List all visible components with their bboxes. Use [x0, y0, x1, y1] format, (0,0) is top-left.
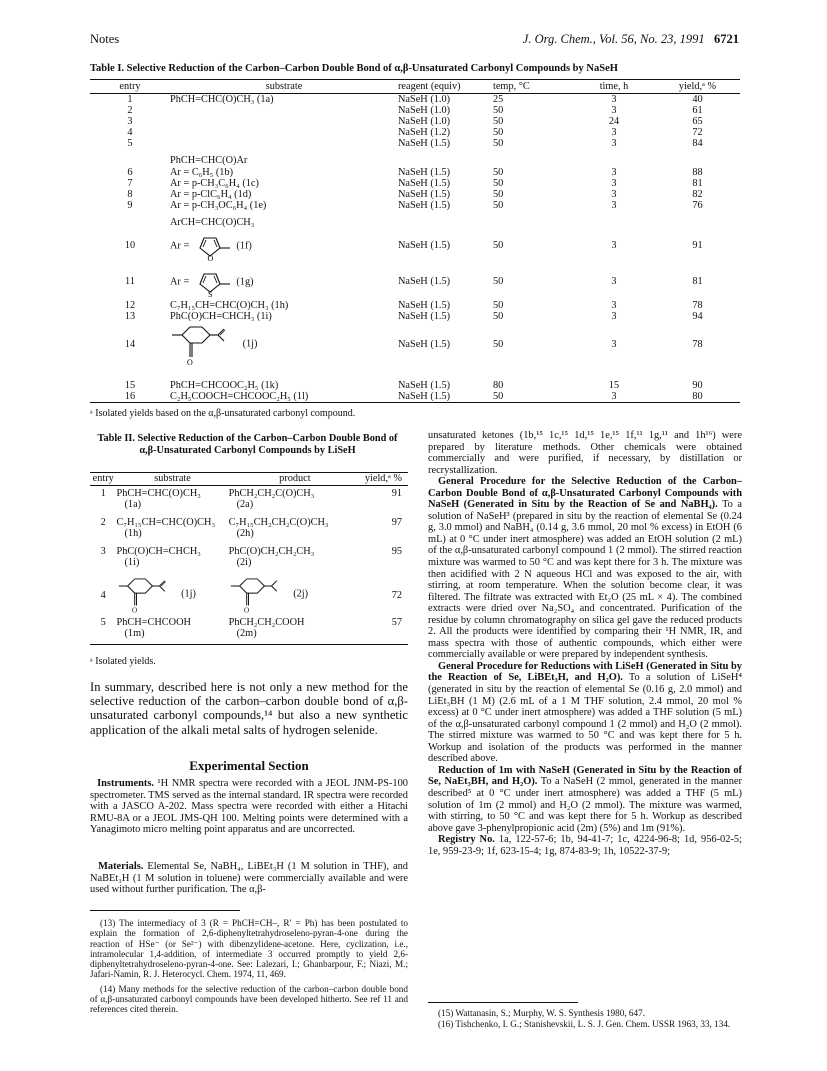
furan-ring-icon: [192, 231, 234, 261]
left-footnotes: [90, 918, 408, 1019]
cyclohexenone-structure-icon: [170, 323, 240, 365]
svg-text:O: O: [131, 606, 137, 613]
table-row: 3 PhC(O)CH=CHCH₃ (1i) PhC(O)CH₂CH₂CH₃ (2i) 95: [100, 546, 402, 568]
table-row: 16 C₂H₅COOCH=CHCOOC₂H₅ (1l) NaSeH (1.5) 50 3 80: [90, 391, 740, 403]
table2-col-entry: entry: [90, 473, 117, 486]
table2-caption: Table II. Selective Reduction of the Carbon–Carbon Double Bond of α,β-Unsaturated Carbonyl Compounds by LiSeH: [97, 433, 398, 456]
footnote-13: (13) The intermediacy of 3 (R = PhCH=CH–, R′ = Ph) has been postulated to explain the formation of 2,6-diphenyltetrahydroseleno-pyran-4-one during the reaction of HSe⁻ (or Se²⁻) with dibenzylidene-acetone. Here, cyclization, i.e., intramolecular 1,4-addition, of intermediate 3 occurred promptly to yield 2,6-diphenyltetrahydroseleno-pyran-4-one. See: Lalezari, I.; Ghanbarpour, F.; Niazi, M.; Jafari-Namin, R. J. Heterocycl. Chem. 1974, 11, 469.: [90, 918, 408, 980]
right-footnotes: [428, 1008, 742, 1031]
table-row: 2 C₇H₁₅CH=CHC(O)CH₃ (1h) C₇H₁₅CH₂CH₂C(O)CH₃ (2h) 97: [100, 517, 402, 539]
table-group-header: ArCH=CHC(O)CH₃: [170, 216, 255, 228]
footnote-14: (14) Many methods for the selective reduction of the carbon–carbon double bond of α,β-unsaturated carbonyl compounds have been developed hitherto. See ref 11 and references cited therein.: [90, 983, 408, 1015]
right-column: [428, 430, 742, 857]
footnote-16: (16) Tishchenko, I. G.; Stanishevskii, L. S. J. Gen. Chem. USSR 1963, 33, 134.: [438, 1019, 731, 1030]
table-row: 4 NaSeH (1.2) 50 3 72: [127, 127, 703, 139]
materials-paragraph: Materials. Elemental Se, NaBH₄, LiBEt₃H (1 M solution in THF), and NaBEt₃H (1 M solution in toluene) were commercially available and were used without further purification. The α,β-: [90, 861, 408, 896]
table1-col-time: time, h: [573, 81, 655, 94]
running-header-right: [523, 32, 739, 47]
svg-text:O: O: [207, 254, 214, 262]
table-row: 15 PhCH=CHCOOC₂H₅ (1k) NaSeH (1.5) 80 15 90: [124, 380, 703, 392]
table-row: 3 NaSeH (1.0) 50 24 65: [127, 116, 703, 128]
table-row: 13 PhC(O)CH=CHCH₃ (1i) NaSeH (1.5) 50 3 94: [124, 311, 703, 323]
table1: [90, 81, 740, 403]
table-row: 1 PhCH=CHC(O)CH₃ (1a) NaSeH (1.0) 25 3 40: [127, 94, 703, 105]
lisesh-procedure: General Procedure for Reductions with LiSeH (Generated in Situ by the Reaction of Se, LiBEt₃H, and H₂O). To a solution of LiSeH⁴ (generated in situ by the reaction of elemental Se (0.16 g, 2.0 mmol) and LiEt₃BH (1 M) (2.6 mL of a 1 M THF solution, 2.4 mmol, 20 mol % excess) at 0 °C under inert atmosphere) was added a THF solution (5 mL) of the α,β-unsaturated carbonyl compound 1 (2 mmol) and H₂O (2 mmol). The stirred mixture was warmed to 50 °C and was kept there for 5 h. Workup and isolation of the products was performed in the manner described above.: [428, 660, 742, 765]
table1-col-reagent: reagent (equiv): [398, 81, 493, 94]
table-row: 11 Ar = S (1g) NaSeH (1.5) 50 3 81: [90, 264, 740, 300]
table2-header-row: [90, 473, 408, 486]
table-row: 6 Ar = C₆H₅ (1b) NaSeH (1.5) 50 3 88: [127, 166, 703, 178]
footnote-15: (15) Wattanasin, S.; Murphy, W. S. Synthesis 1980, 647.: [438, 1008, 646, 1018]
table-group-header: PhCH=CHC(O)Ar: [170, 155, 248, 167]
thienyl-structure: Ar = S (1g): [170, 264, 398, 300]
table-row: 5 NaSeH (1.5) 50 3 84: [127, 138, 703, 150]
page-number: 6721: [714, 32, 739, 46]
instruments-paragraph: Instruments. ¹H NMR spectra were recorded with a JEOL JNM-PS-100 spectrometer. TMS served as the internal standard. IR spectra were recorded with a JASCO A-202. Mass spectra were recorded with either a Hitachi RMU-8A or a JEOL JMS-QH 100. Melting points were determined with a Yanagimoto micro melting point apparatus and are uncorrected.: [90, 778, 408, 836]
table1-col-entry: entry: [90, 81, 170, 94]
table1-col-yield: yield,ᵃ %: [655, 81, 740, 94]
footnote-rule: [428, 1002, 578, 1003]
table1-top-rule: [90, 79, 740, 80]
table1-col-temp: temp, °C: [493, 81, 573, 94]
table2-col-yield: yield,ᵃ %: [361, 473, 408, 486]
table-row: 1 PhCH=CHC(O)CH₃ (1a) PhCH₂CH₂C(O)CH₃ (2a) 91: [100, 488, 402, 510]
enone-1j-structure: O (1j): [117, 573, 229, 615]
thiophene-ring-icon: [192, 267, 234, 297]
nasesh-procedure: General Procedure for the Selective Reduction of the Carbon–Carbon Double Bond of α,β-Unsaturated Carbonyl Compounds with NaSeH (Generated in Situ by the Reaction of Se and NaBH₄). To a solution of NaSeH³ (prepared in situ by the reaction of elemental Se (0.24 g, 3.0 mmol) and NaBH₄ (0.14 g, 3.6 mmol, 20 mol % excess) in EtOH (6 mL) at 0 °C under inert atmosphere) was added an EtOH solution (2 mL) of the α,β-unsaturated carbonyl compound 1 (2 mmol). The stirred reaction mixture was warmed to 50 °C and was kept there for 3 h. The mixture was then acidified with 2 N aqueous HCl and was exposed to the air, with stirring, at room temperature. When the solution become clear, it was filtered. The filtrate was extracted with Et₂O (25 mL × 4). The combined extracts were dried over Na₂SO₄ and concentrated. Purification of the residue by column chromatography on silica gel gave the reduced products 2. All the products were identified by comparing their ¹H NMR, IR, and mass spectra with those of authentic compounds, which either were commercially available or were prepared by independent synthesis.: [428, 476, 742, 661]
table-row: 14 O (1j) NaSeH (1.5) 50 3 78: [90, 322, 740, 366]
reduction-1m-procedure: Reduction of 1m with NaSeH (Generated in Situ by the Reaction of Se, NaEt₃BH, and H₂O). To a NaSeH (2 mmol, generated in the manner described⁵ at 0 °C under inert atmosphere) was added a THF (5 mL) solution of 1m (2 mmol) and H₂O (2 mmol). The mixture was warmed, with stirring, to 50 °C and was kept there for 5 h. Workup as described above gave 3-phenylpropionic acid (2m) (5%) and 1m (91%).: [428, 764, 742, 834]
experimental-heading: Experimental Section: [189, 758, 309, 773]
ketone-2j-structure: O (2j): [229, 573, 362, 615]
footnote-rule: [90, 910, 240, 911]
table-row: 5 PhCH=CHCOOH (1m) PhCH₂CH₂COOH (2m) 57: [100, 617, 402, 639]
table-row: 9 Ar = p-CH₃OC₆H₄ (1e) NaSeH (1.5) 50 3 76: [127, 199, 703, 211]
cyclohexanone-structure-icon: [229, 575, 291, 613]
running-header-left: Notes: [90, 32, 120, 46]
registry-numbers: Registry No. 1a, 122-57-6; 1b, 94-41-7; 1c, 4224-96-8; 1d, 956-02-5; 1e, 959-23-9; 1f, 623-15-4; 1g, 874-83-9; 1h, 10522-37-9;: [428, 834, 742, 857]
table-row: 2 NaSeH (1.0) 50 3 61: [127, 105, 703, 117]
furyl-structure: Ar = O (1f): [170, 228, 398, 264]
table1-header-row: [90, 81, 740, 94]
table2: [90, 472, 408, 645]
table-row: 4 O (1j) O (2j) 72: [90, 573, 408, 615]
svg-text:O: O: [243, 606, 249, 613]
svg-text:O: O: [187, 358, 193, 366]
table2-footnote: ᵃ Isolated yields.: [90, 656, 156, 667]
table-row: 7 Ar = p-CH₃C₆H₄ (1c) NaSeH (1.5) 50 3 81: [127, 177, 703, 189]
table1-col-substrate: substrate: [170, 81, 398, 94]
cyclohexenone-structure-icon: [117, 575, 179, 613]
journal-citation: J. Org. Chem., Vol. 56, No. 23, 1991: [522, 32, 705, 46]
table2-col-substrate: substrate: [117, 473, 229, 486]
table2-col-product: product: [229, 473, 362, 486]
enone-1j-structure: O (1j): [170, 322, 398, 366]
table-row: 8 Ar = p-ClC₆H₄ (1d) NaSeH (1.5) 50 3 82: [127, 188, 703, 200]
table-row: 12 C₇H₁₅CH=CHC(O)CH₃ (1h) NaSeH (1.5) 50 3 78: [124, 300, 703, 312]
table1-footnote: ᵃ Isolated yields based on the α,β-unsaturated carbonyl compound.: [90, 408, 356, 419]
table1-caption: Table I. Selective Reduction of the Carbon–Carbon Double Bond of α,β-Unsaturated Carbonyl Compounds by NaSeH: [90, 63, 618, 74]
svg-text:S: S: [207, 290, 213, 298]
materials-continued: unsaturated ketones (1b,¹⁵ 1c,¹⁵ 1d,¹⁵ 1e,¹⁵ 1f,¹¹ 1g,¹¹ and 1h¹⁶) were prepared by literature methods. Other chemicals were obtained commercially and were purified, if necessary, by distillation or recrystallization.: [428, 430, 742, 476]
table-row: 10 Ar = O (1f) NaSeH (1.5) 50 3 91: [90, 228, 740, 264]
summary-paragraph: In summary, described here is not only a new method for the selective reduction of the carbon–carbon double bond of α,β-unsaturated carbonyl compounds,¹⁴ but also a new synthetic application of the alkali metal salts of hydrogen selenide.: [90, 680, 408, 737]
